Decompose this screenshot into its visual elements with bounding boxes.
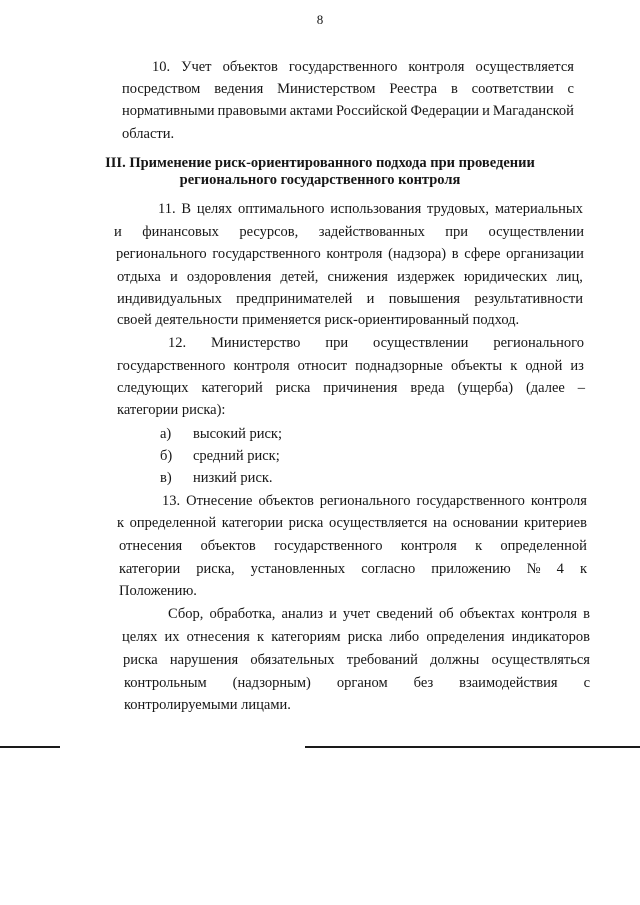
paragraph-line: категории риска): bbox=[117, 402, 226, 418]
paragraph-line: категории риска, установленных согласно приложению № 4 к bbox=[119, 561, 587, 577]
list-item-text: высокий риск; bbox=[193, 426, 282, 442]
list-marker: б) bbox=[160, 448, 173, 464]
section-heading-line-1: III. Применение риск-ориентированного подхода при проведении bbox=[105, 155, 535, 171]
paragraph-line: отнесения объектов государственного контроля к определенной bbox=[119, 538, 587, 554]
paragraph-line: нормативными правовыми актами Российской Федерации и Магаданской bbox=[122, 103, 574, 119]
paragraph-line: 12. Министерство при осуществлении регионального bbox=[168, 335, 584, 351]
paragraph-line: регионального государственного контроля (надзора) в сфере организации bbox=[116, 246, 584, 262]
list-item-text: низкий риск. bbox=[193, 470, 273, 486]
list-item bbox=[160, 469, 273, 487]
paragraph-line: Положению. bbox=[119, 583, 197, 599]
paragraph-line: к определенной категории риска осуществляется на основании критериев bbox=[117, 515, 587, 531]
section-heading-line-2: регионального государственного контроля bbox=[179, 172, 461, 188]
list-item bbox=[160, 425, 282, 443]
paragraph-line: индивидуальных предпринимателей и повышения результативности bbox=[117, 291, 583, 307]
paragraph-line: контрольным (надзорным) органом без взаимодействия с bbox=[124, 675, 590, 691]
list-marker: в) bbox=[160, 470, 172, 486]
paragraph-line: риска нарушения обязательных требований должны осуществляться bbox=[123, 652, 590, 668]
page-number: 8 bbox=[316, 12, 324, 27]
paragraph-line: и финансовых ресурсов, задействованных при осуществлении bbox=[114, 224, 584, 240]
paragraph-line: своей деятельности применяется риск-ориентированный подход. bbox=[117, 312, 520, 328]
list-item-text: средний риск; bbox=[193, 448, 280, 464]
list-marker: а) bbox=[160, 426, 172, 442]
paragraph-line: 11. В целях оптимального использования трудовых, материальных bbox=[158, 201, 583, 217]
paragraph-line: государственного контроля относит поднадзорные объекты к одной из bbox=[117, 358, 584, 374]
paragraph-line: Сбор, обработка, анализ и учет сведений об объектах контроля в bbox=[168, 606, 590, 622]
paragraph-line: контролируемыми лицами. bbox=[124, 697, 291, 713]
paragraph-line: 13. Отнесение объектов регионального государственного контроля bbox=[162, 493, 587, 509]
horizontal-rule-right bbox=[305, 746, 640, 748]
paragraph-line: целях их отнесения к категориям риска либо определения индикаторов bbox=[122, 629, 590, 645]
paragraph-line: 10. Учет объектов государственного контроля осуществляется bbox=[152, 59, 574, 75]
horizontal-rule-left bbox=[0, 746, 60, 748]
paragraph-line: области. bbox=[122, 126, 175, 142]
paragraph-line: следующих категорий риска причинения вреда (ущерба) (далее – bbox=[117, 380, 585, 396]
paragraph-line: посредством ведения Министерством Реестра в соответствии с bbox=[122, 81, 574, 97]
paragraph-line: отдыха и оздоровления детей, снижения издержек юридических лиц, bbox=[117, 269, 583, 285]
list-item bbox=[160, 447, 280, 465]
